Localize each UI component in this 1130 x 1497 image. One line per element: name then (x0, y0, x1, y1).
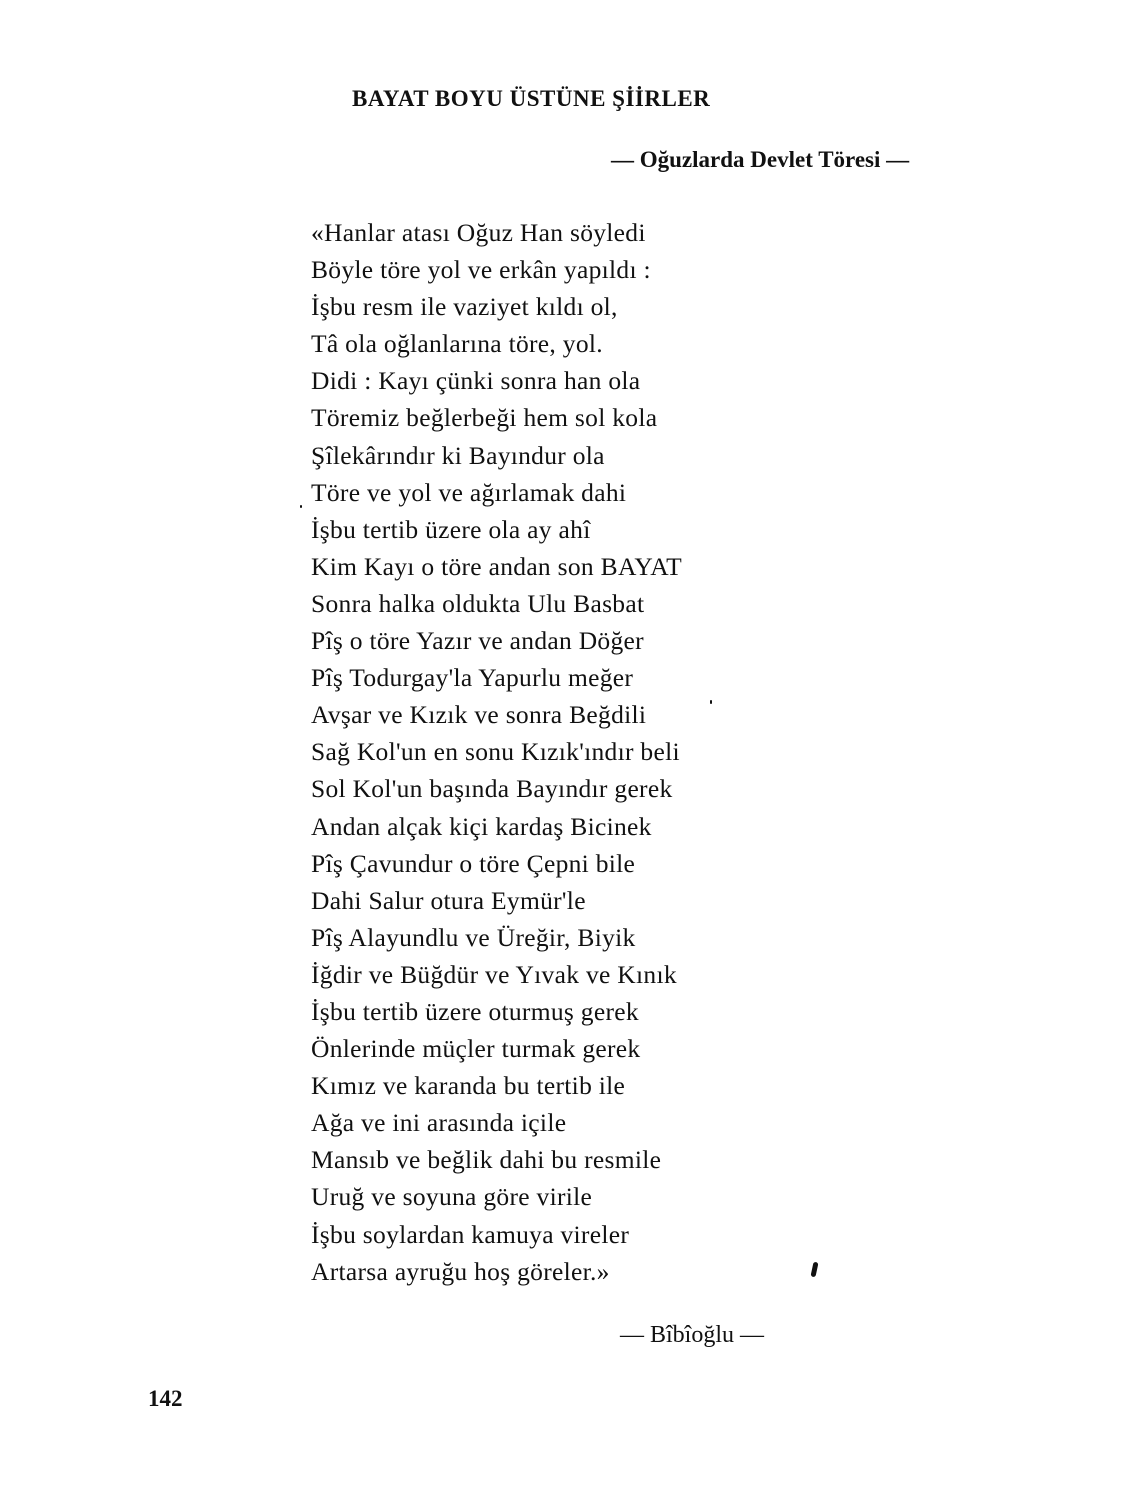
poem-author: — Bîbîoğlu — (620, 1322, 765, 1348)
ink-speck (810, 1262, 818, 1278)
poem-line: Didi : Kayı çünki sonra han ola (311, 366, 641, 396)
poem-line: Pîş Alayundlu ve Üreğir, Biyik (311, 922, 636, 952)
poem-line: Ağa ve ini arasında içile (311, 1108, 567, 1138)
poem-line: Pîş o töre Yazır ve andan Döğer (311, 626, 644, 656)
poem-line: Tâ ola oğlanlarına töre, yol. (311, 329, 603, 359)
poem-line: Andan alçak kiçi kardaş Bicinek (311, 811, 652, 841)
poem-line: Avşar ve Kızık ve sonra Beğdili (311, 700, 647, 730)
page-title: BAYAT BOYU ÜSTÜNE ŞİİRLER (352, 86, 711, 111)
poem-line: İşbu tertib üzere oturmuş gerek (311, 996, 639, 1026)
poem-subtitle: — Oğuzlarda Devlet Töresi — (611, 147, 910, 172)
poem-line: Pîş Çavundur o töre Çepni bile (311, 848, 636, 878)
poem-line: Artarsa ayruğu hoş göreler.» (311, 1256, 610, 1286)
poem-line: Mansıb ve beğlik dahi bu resmile (311, 1145, 662, 1175)
poem-line: Böyle töre yol ve erkân yapıldı : (311, 255, 651, 285)
poem-line: İğdir ve Büğdür ve Yıvak ve Kınık (311, 959, 677, 989)
poem-line: Şîlekârındır ki Bayındur ola (311, 440, 605, 470)
poem-line: «Hanlar atası Oğuz Han söyledi (311, 218, 646, 247)
poem-line: Pîş Todurgay'la Yapurlu meğer (311, 663, 634, 693)
ink-speck (300, 505, 302, 508)
poem-body (311, 214, 682, 1290)
poem-line: Töremiz beğlerbeği hem sol kola (311, 403, 658, 433)
poem-line: Kim Kayı o töre andan son BAYAT (311, 551, 682, 581)
page-number: 142 (148, 1386, 183, 1411)
poem-line: Sol Kol'un başında Bayındır gerek (311, 774, 673, 804)
poem-line: Önlerinde müçler turmak gerek (311, 1034, 641, 1064)
poem-line: Sağ Kol'un en sonu Kızık'ındır beli (311, 737, 680, 767)
poem-line: Dahi Salur otura Eymür'le (311, 885, 586, 915)
poem-line: Sonra halka oldukta Ulu Basbat (311, 588, 645, 618)
poem-line: Uruğ ve soyuna göre virile (311, 1182, 593, 1212)
poem-line: Kımız ve karanda bu tertib ile (311, 1071, 626, 1101)
poem-line: İşbu resm ile vaziyet kıldı ol, (311, 292, 618, 322)
poem-line: İşbu soylardan kamuya vireler (311, 1219, 630, 1249)
poem-line: Töre ve yol ve ağırlamak dahi (311, 477, 627, 507)
poem-line: İşbu tertib üzere ola ay ahî (311, 514, 591, 544)
ink-speck (710, 700, 712, 704)
